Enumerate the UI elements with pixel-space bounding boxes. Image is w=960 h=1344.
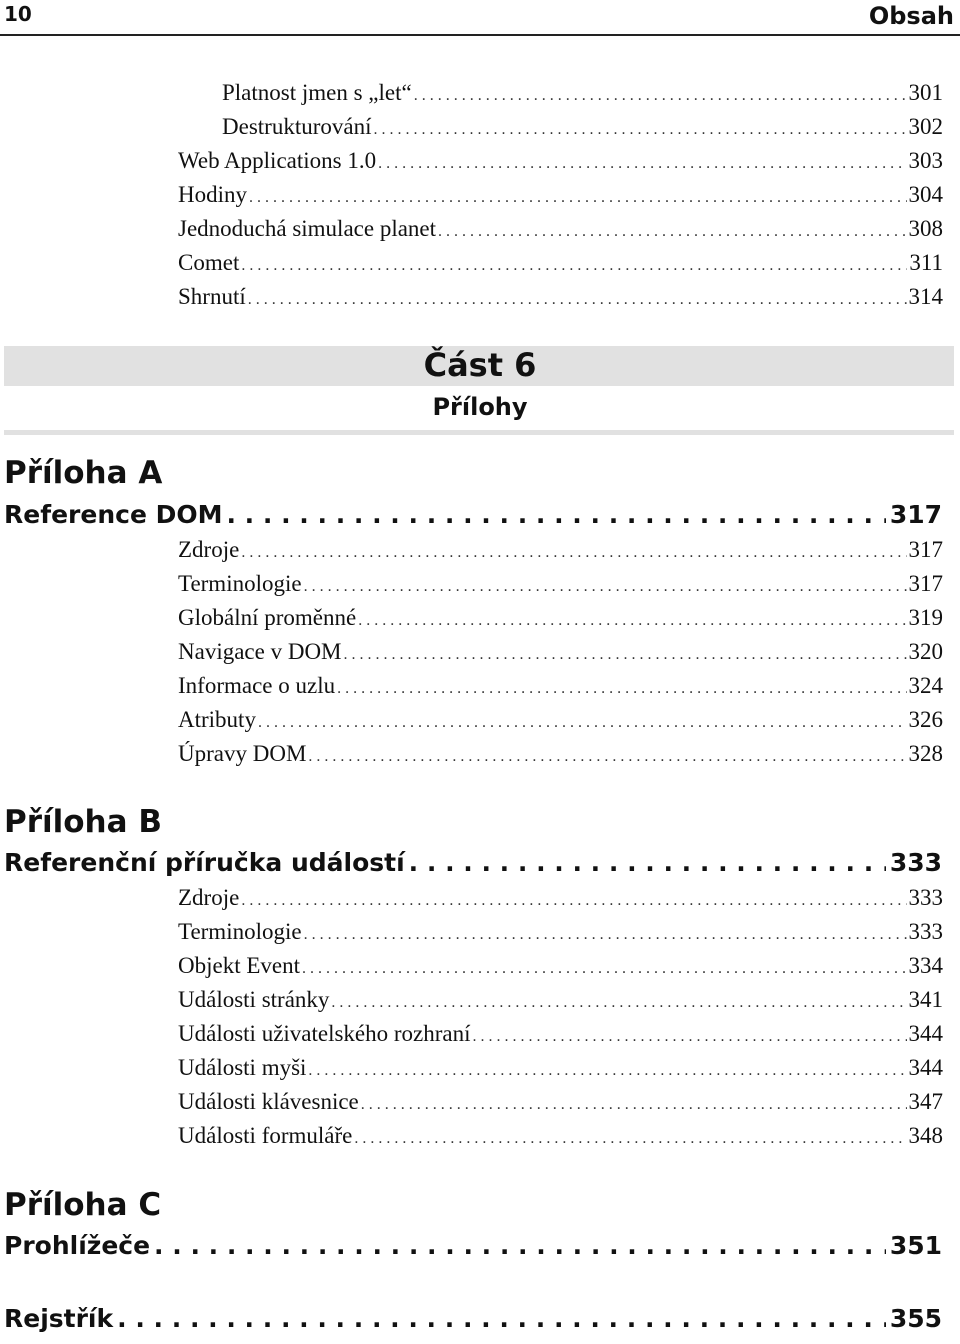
toc-entry[interactable] [178,987,943,1021]
toc-entry-title: Web Applications 1.0 [178,148,377,173]
appendix-b-heading: Příloha B [4,804,162,840]
dot-leader [249,189,907,207]
toc-entry-page: 344 [908,1021,943,1046]
chapter-page: 355 [889,1304,942,1333]
dot-leader [304,926,907,944]
toc-entry[interactable] [178,250,943,284]
dot-leader [302,960,907,978]
toc-entry[interactable] [178,707,943,741]
toc-entry[interactable] [178,1123,943,1157]
toc-entry-page: 317 [908,537,943,562]
toc-entry-page: 324 [908,673,943,698]
toc-entry-title: Zdroje [178,537,240,562]
toc-entry-title: Úpravy DOM [178,741,307,766]
toc-entry[interactable] [178,1021,943,1055]
part-divider [4,430,954,435]
chapter-page: 317 [889,500,942,529]
toc-entry-page: 301 [908,80,943,105]
toc-entry-title: Navigace v DOM [178,639,342,664]
toc-entry-page: 348 [908,1123,943,1148]
chapter-page: 351 [889,1231,942,1260]
toc-entry[interactable] [178,885,943,919]
dot-leader [241,257,907,275]
toc-entry-page: 314 [908,284,943,309]
dot-leader [378,155,906,173]
toc-entry-page: 317 [908,571,943,596]
appendix-c-heading: Příloha C [4,1187,162,1223]
index-chapter[interactable] [4,1304,942,1344]
toc-entry-page: 347 [908,1089,943,1114]
toc-entry[interactable] [178,182,943,216]
dot-leader [414,87,907,105]
dot-leader [248,291,907,309]
toc-entry-title: Události myši [178,1055,307,1080]
toc-entry-page: 334 [908,953,943,978]
toc-entry[interactable] [178,953,943,987]
dot-leader [409,848,886,877]
toc-entry-page: 326 [908,707,943,732]
toc-entry-page: 344 [908,1055,943,1080]
toc-entry-title: Terminologie [178,571,302,596]
toc-entry-page: 319 [908,605,943,630]
dot-leader [241,892,906,910]
chapter-title: Referenční příručka událostí [4,848,405,877]
toc-entry[interactable] [178,1089,943,1123]
appendix-b-chapter[interactable] [4,848,942,888]
page-number: 10 [4,2,32,26]
dot-leader [226,500,885,529]
dot-leader [354,1130,906,1148]
toc-entry-title: Shrnutí [178,284,246,309]
toc-entry[interactable] [178,919,943,953]
toc-entry-page: 303 [908,148,943,173]
dot-leader [337,680,906,698]
toc-entry-page: 304 [908,182,943,207]
toc-entry-page: 333 [908,919,943,944]
part-title: Část 6 [423,346,537,384]
toc-entry-title: Události klávesnice [178,1089,359,1114]
toc-entry-page: 311 [909,250,943,275]
toc-entry-title: Zdroje [178,885,240,910]
toc-entry-title: Události formuláře [178,1123,353,1148]
toc-entry[interactable] [178,284,943,318]
page-header [0,0,960,36]
toc-entry-title: Události stránky [178,987,330,1012]
toc-entry[interactable] [222,80,943,114]
dot-leader [373,121,906,139]
toc-entry-page: 302 [908,114,943,139]
dot-leader [308,748,906,766]
toc-entry-title: Jednoduchá simulace planet [178,216,437,241]
chapter-title: Prohlížeče [4,1231,151,1260]
dot-leader [117,1304,886,1333]
toc-entry[interactable] [178,1055,943,1089]
chapter-page: 333 [889,848,942,877]
toc-entry-title: Comet [178,250,240,275]
dot-leader [331,994,906,1012]
toc-entry-title: Hodiny [178,182,247,207]
toc-entry[interactable] [178,605,943,639]
toc-entry[interactable] [178,673,943,707]
section-title: Obsah [868,2,954,30]
dot-leader [438,223,906,241]
dot-leader [241,544,906,562]
appendix-a-chapter[interactable] [4,500,942,540]
toc-entry-title: Terminologie [178,919,302,944]
toc-entry[interactable] [222,114,943,148]
toc-entry-title: Destrukturování [222,114,372,139]
toc-entry-title: Atributy [178,707,256,732]
toc-entry-page: 328 [908,741,943,766]
chapter-title: Reference DOM [4,500,223,529]
toc-entry[interactable] [178,216,943,250]
toc-entry-page: 341 [908,987,943,1012]
appendix-c-chapter[interactable] [4,1231,942,1271]
toc-entry-title: Platnost jmen s „let“ [222,80,412,105]
dot-leader [304,578,907,596]
dot-leader [258,714,907,732]
toc-entry-title: Globální proměnné [178,605,357,630]
toc-entry[interactable] [178,741,943,775]
dot-leader [361,1096,907,1114]
dot-leader [308,1062,906,1080]
toc-entry-page: 320 [908,639,943,664]
toc-entry-page: 308 [908,216,943,241]
toc-entry[interactable] [178,148,943,182]
dot-leader [358,612,906,630]
dot-leader [473,1028,907,1046]
appendix-a-heading: Příloha A [4,455,163,491]
toc-entry-title: Informace o uzlu [178,673,336,698]
toc-entry-title: Objekt Event [178,953,300,978]
toc-entry[interactable] [178,571,943,605]
toc-entry[interactable] [178,537,943,571]
toc-entry-page: 333 [908,885,943,910]
toc-entry-title: Události uživatelského rozhraní [178,1021,471,1046]
dot-leader [154,1231,886,1260]
chapter-title: Rejstřík [4,1304,114,1333]
part-subtitle: Přílohy [432,393,528,421]
toc-entry[interactable] [178,639,943,673]
dot-leader [344,646,907,664]
